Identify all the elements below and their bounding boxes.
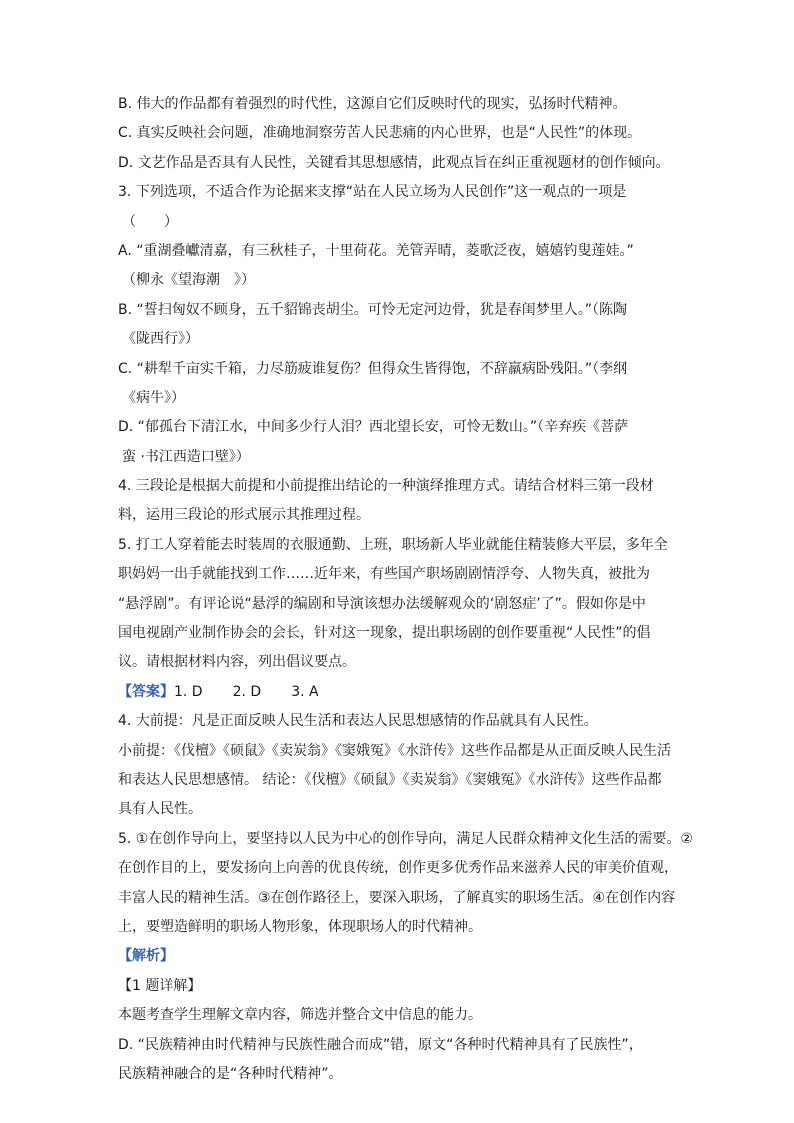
q2-option-b: B. 伟大的作品都有着强烈的时代性，这源自它们反映时代的现实，弘扬时代精神。 bbox=[118, 96, 627, 112]
answer5-line: 5. ①在创作导向上，要坚持以人民为中心的创作导向，满足人民群众精神文化生活的需要。② bbox=[118, 830, 693, 847]
answer-line bbox=[118, 678, 678, 707]
analysis-tag: 【解析】 bbox=[118, 948, 174, 965]
q3-option-d: D. “郁孤台下清江水，中间多少行人泪？西北望长安，可怜无数山。”（辛弃疾《菩萨 bbox=[118, 419, 629, 436]
q3-stem: 3. 下列选项，不适合作为论据来支撑“站在人民立场为人民创作”这一观点的一项是 bbox=[118, 184, 627, 201]
q3-answer-blank: （ ） bbox=[122, 213, 178, 230]
q3-option-b: B. “誓扫匈奴不顾身，五千貂锦丧胡尘。可怜无定河边骨，犹是春闺梦里人。”（陈陶 bbox=[118, 301, 628, 318]
q3-option-c: C. “耕犁千亩实千箱，力尽筋疲谁复伤？但得众生皆得饱，不辞羸病卧残阳。”（李纲 bbox=[118, 360, 628, 377]
answer5-line: 上，要塑造鲜明的职场人物形象，体现职场人的时代精神。 bbox=[118, 918, 482, 935]
analysis-line: 民族精神融合的是“各种时代精神”。 bbox=[118, 1065, 343, 1082]
analysis-line: 本题考查学生理解文章内容，筛选并整合文中信息的能力。 bbox=[118, 1007, 482, 1024]
answer4-line: 具有人民性。 bbox=[118, 801, 202, 818]
q2-option-d: D. 文艺作品是否具有人民性，关键看其思想感情，此观点旨在纠正重视题材的创作倾向。 bbox=[118, 154, 670, 171]
analysis-subheading: 【1 题详解】 bbox=[118, 977, 202, 994]
q3-option-a-source: （柳永《望海潮 》） bbox=[122, 272, 255, 289]
document-body bbox=[118, 90, 693, 1089]
analysis-line: D. “民族精神由时代精神与民族性融合而成”错，原文“各种时代精神具有了民族性”， bbox=[118, 1036, 643, 1053]
q2-option-c: C. 真实反映社会问题，准确地洞察劳苦人民悲痛的内心世界，也是“人民性”的体现。 bbox=[118, 125, 642, 142]
answer5-line: 在创作目的上，要发扬向上向善的优良传统，创作更多优秀作品来滋养人民的审美价值观， bbox=[118, 860, 678, 877]
answer4-line: 4. 大前提：凡是正面反映人民生活和表达人民思想感情的作品就具有人民性。 bbox=[118, 713, 598, 730]
answer-3: 3. A bbox=[291, 683, 319, 700]
q5-line: “悬浮剧”。有评论说“悬浮的编剧和导演该想办法缓解观众的‘剧怒症’了”。假如你是中 bbox=[118, 595, 646, 612]
q4-line: 4. 三段论是根据大前提和小前提推出结论的一种演绎推理方式。请结合材料三第一段材 bbox=[118, 478, 654, 495]
q5-line: 职妈妈一出手就能找到工作……近年来，有些国产职场剧剧情浮夸、人物失真，被批为 bbox=[118, 566, 650, 583]
answer-tag: 【答案】 bbox=[118, 683, 174, 700]
answer-1: 1. D bbox=[174, 683, 203, 700]
answer-2: 2. D bbox=[232, 683, 262, 700]
q5-line: 国电视剧产业制作协会的会长，针对这一现象，提出职场剧的创作要重视“人民性”的倡 bbox=[118, 625, 651, 642]
q3-option-c-source: 《病牛》） bbox=[122, 389, 185, 406]
q5-line: 5. 打工人穿着能去时装周的衣服通勤、上班，职场新人毕业就能住精装修大平层，多年全 bbox=[118, 536, 668, 553]
q3-option-d-source: 蛮 ·书江西造口壁》） bbox=[122, 448, 250, 465]
q3-option-a: A. “重湖叠巘清嘉，有三秋桂子，十里荷花。羌管弄晴，菱歌泛夜，嬉嬉钓叟莲娃。” bbox=[118, 242, 634, 259]
answer5-line: 丰富人民的精神生活。③在创作路径上，要深入职场，了解真实的职场生活。④在创作内容 bbox=[118, 889, 676, 906]
answer4-line: 和表达人民思想感情。 结论：《伐檀》《硕鼠》《卖炭翁》《窦娥冤》《水浒传》这些作品都 bbox=[118, 771, 662, 788]
answer4-line: 小前提：《伐檀》《硕鼠》《卖炭翁》《窦娥冤》《水浒传》这些作品都是从正面反映人民生活 bbox=[118, 742, 671, 759]
analysis-tag-line bbox=[118, 942, 678, 971]
q4-line: 料，运用三段论的形式展示其推理过程。 bbox=[118, 507, 370, 524]
q5-line: 议。请根据材料内容，列出倡议要点。 bbox=[118, 654, 356, 671]
q3-option-b-source: 《陇西行》） bbox=[122, 331, 199, 348]
